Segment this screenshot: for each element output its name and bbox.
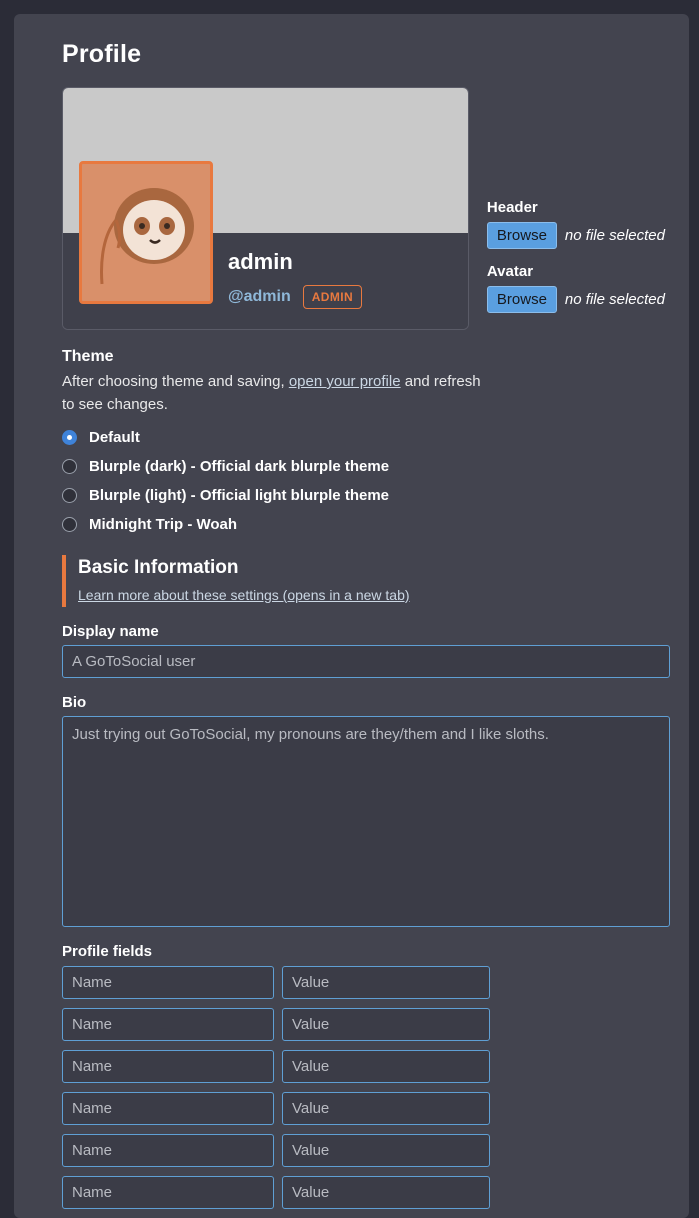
profile-handle-row: [228, 285, 362, 309]
profile-field-row: [62, 1176, 665, 1209]
profile-handle: @admin: [228, 288, 291, 305]
profile-field-name-input[interactable]: [62, 1134, 274, 1167]
profile-field-value-input[interactable]: [282, 1008, 490, 1041]
theme-option-blurple-light[interactable]: [62, 487, 665, 504]
basic-information-header: [62, 555, 665, 607]
profile-field-value-input[interactable]: [282, 1134, 490, 1167]
radio-icon[interactable]: [62, 459, 77, 474]
theme-label: Theme: [62, 348, 114, 365]
profile-field-value-input[interactable]: [282, 1176, 490, 1209]
profile-preview-row: [46, 87, 665, 330]
bio-label: Bio: [62, 693, 87, 711]
profile-display-name: admin: [228, 249, 293, 274]
avatar-file-status: no file selected: [564, 291, 665, 308]
radio-icon[interactable]: [62, 488, 77, 503]
theme-option-blurple-dark[interactable]: [62, 458, 665, 475]
profile-field-value-input[interactable]: [282, 966, 490, 999]
open-profile-link[interactable]: open your profile: [288, 373, 401, 390]
profile-card-body: [63, 233, 468, 329]
profile-field-name-input[interactable]: [62, 966, 274, 999]
theme-help-prefix: After choosing theme and saving,: [62, 373, 289, 390]
theme-help-text: [62, 370, 492, 417]
status-badge: ADMIN: [303, 285, 362, 309]
header-browse-button[interactable]: Browse: [487, 222, 557, 249]
basic-information-title: Basic Information: [78, 556, 239, 578]
upload-controls: [487, 87, 665, 327]
profile-field-name-input[interactable]: [62, 1008, 274, 1041]
settings-panel: [14, 14, 689, 1218]
sloth-icon: [82, 164, 210, 301]
profile-fields-label: Profile fields: [62, 942, 153, 960]
profile-field-row: [62, 1008, 665, 1041]
theme-option-default[interactable]: [62, 429, 665, 446]
header-file-status: no file selected: [564, 227, 665, 244]
theme-option-midnight-trip[interactable]: [62, 516, 665, 533]
radio-icon[interactable]: [62, 517, 77, 532]
page-title: Profile: [62, 40, 142, 68]
header-upload-row: [487, 222, 665, 249]
avatar-upload-row: [487, 286, 665, 313]
profile-fields-list: [46, 966, 665, 1209]
avatar-browse-button[interactable]: Browse: [487, 286, 557, 313]
header-upload-label: Header: [486, 199, 538, 216]
profile-field-name-input[interactable]: [62, 1176, 274, 1209]
profile-field-value-input[interactable]: [282, 1092, 490, 1125]
radio-icon[interactable]: [62, 430, 77, 445]
profile-field-row: [62, 1050, 665, 1083]
profile-field-row: [62, 1092, 665, 1125]
profile-name-block: [228, 249, 362, 309]
theme-option-label: Default: [89, 428, 140, 446]
display-name-input[interactable]: [62, 645, 670, 678]
profile-field-name-input[interactable]: [62, 1050, 274, 1083]
theme-option-label: Blurple (light) - Official light blurple theme: [89, 486, 389, 504]
avatar: [79, 161, 213, 304]
bio-textarea[interactable]: [62, 716, 670, 927]
display-name-label: Display name: [62, 622, 159, 640]
theme-help-suffix: and refresh to see changes.: [62, 373, 481, 414]
profile-field-value-input[interactable]: [282, 1050, 490, 1083]
profile-field-row: [62, 1134, 665, 1167]
theme-option-label: Midnight Trip - Woah: [89, 515, 238, 533]
avatar-upload-label: Avatar: [486, 263, 534, 280]
profile-field-row: [62, 966, 665, 999]
profile-field-name-input[interactable]: [62, 1092, 274, 1125]
theme-option-label: Blurple (dark) - Official dark blurple theme: [89, 457, 390, 475]
profile-preview-card: [62, 87, 469, 330]
learn-more-link[interactable]: Learn more about these settings (opens in a new tab): [78, 586, 410, 603]
